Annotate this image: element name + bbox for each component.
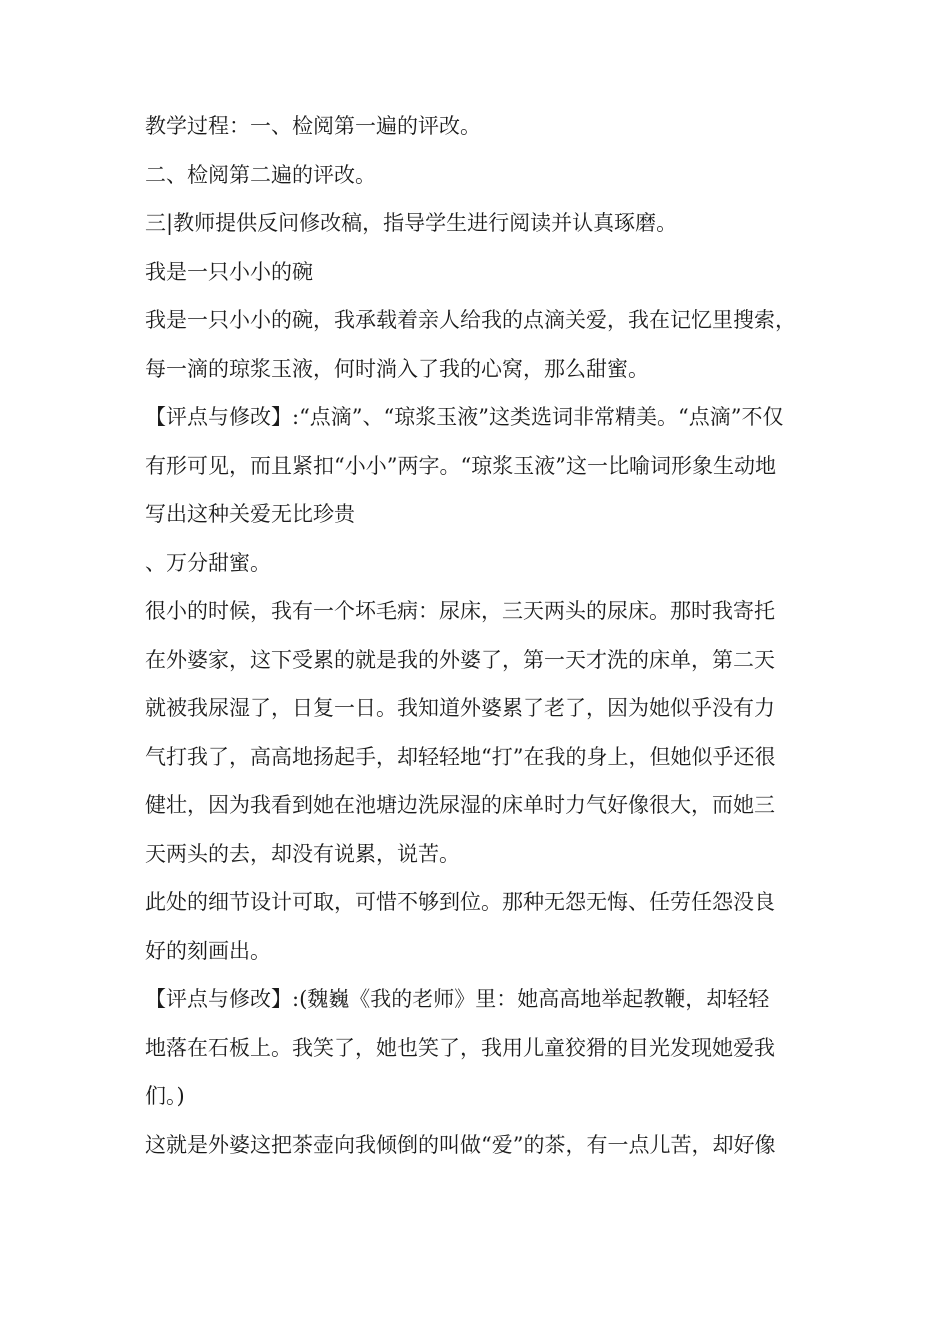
text-line: 每一滴的琼浆玉液，何时淌入了我的心窝，那么甜蜜。 [145, 356, 649, 381]
text-line: 很小的时候，我有一个坏毛病：尿床，三天两头的尿床。那时我寄托 [145, 599, 775, 623]
text-line: 健壮，因为我看到她在池塘边洗尿湿的床单时力气好像很大，而她三 [145, 793, 775, 817]
text-line: 就被我尿湿了，日复一日。我知道外婆累了老了，因为她似乎没有力 [145, 696, 775, 720]
document-body [145, 102, 825, 1169]
comment-line: 有形可见，而且紧扣“小小”两字。“琼浆玉液”这一比喻词形象生动地 [145, 453, 776, 478]
text-line: 此处的细节设计可取，可惜不够到位。那种无怨无悔、任劳任怨没良 [145, 890, 775, 914]
comment-line: 【评点与修改】:(魏巍《我的老师》里：她高高地举起教鞭，却轻轻 [145, 987, 770, 1011]
text-line: 天两头的去，却没有说累，说苦。 [145, 841, 460, 866]
comment-line: 们。) [145, 1084, 185, 1108]
essay-title: 我是一只小小的碗 [145, 259, 313, 284]
comment-line: 、万分甜蜜。 [145, 550, 271, 575]
text-line-teaching-process: 教学过程：一、检阅第一遍的评改。 [145, 114, 481, 138]
text-line-third-step: 三|教师提供反问修改稿，指导学生进行阅读并认真琢磨。 [145, 211, 678, 235]
text-line: 好的刻画出。 [145, 938, 271, 963]
text-line: 气打我了，高高地扬起手，却轻轻地“打”在我的身上，但她似乎还很 [145, 744, 776, 769]
text-line: 这就是外婆这把茶壶向我倾倒的叫做“爱”的茶，有一点儿苦，却好像 [145, 1132, 776, 1157]
text-line: 我是一只小小的碗，我承载着亲人给我的点滴关爱，我在记忆里搜索， [145, 308, 796, 332]
comment-line: 写出这种关爱无比珍贵 [145, 502, 355, 526]
comment-line: 地落在石板上。我笑了，她也笑了，我用儿童狡猾的目光发现她爱我 [145, 1035, 775, 1060]
comment-line: 【评点与修改】:“点滴”、“琼浆玉液”这类选词非常精美。“点滴”不仅 [145, 405, 784, 429]
text-line: 在外婆家，这下受累的就是我的外婆了，第一天才洗的床单，第二天 [145, 647, 775, 672]
text-line-second-review: 二、检阅第二遍的评改。 [145, 162, 376, 187]
